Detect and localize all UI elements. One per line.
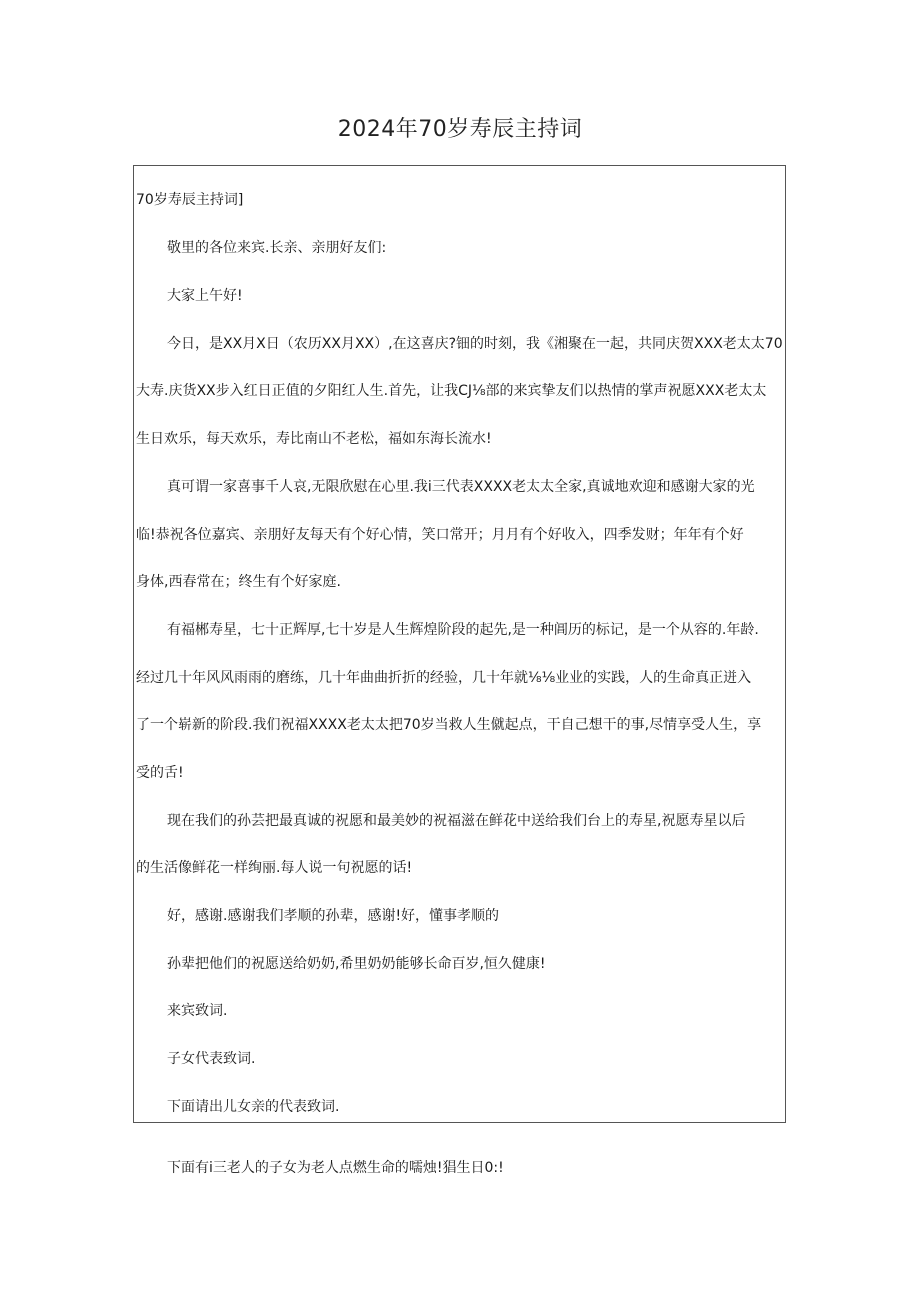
paragraph-2-line-3: 身体,西春常在；终生有个好家庭. bbox=[136, 574, 341, 590]
paragraph-2-line-1: 真可谓一家喜事千人哀,无限欣慰在心里.我i三代表XXXX老太太全家,真诚地欢迎和感谢大家的光 bbox=[167, 479, 755, 495]
document-title: 2024年70岁寿辰主持词 bbox=[337, 117, 583, 142]
paragraph-1-line-1: 今日，是XX月X日（农历XX月XX）,在这喜庆?钿的时刻，我《湘聚在一起，共同庆贺XXX老太太70 bbox=[167, 336, 783, 352]
paragraph-8: 子女代表致词. bbox=[167, 1051, 256, 1067]
paragraph-2-line-2: 临!恭祝各位嘉宾、亲朋好友每天有个好心情，笑口常开；月月有个好收入，四季发财；年年有个好 bbox=[136, 527, 744, 543]
paragraph-1-line-2: 大寿.庆货XX步入红日正值的夕阳红人生.首先，让我CJ⅛部的来宾挚友们以热情的掌声祝愿XXX老太太 bbox=[136, 383, 767, 399]
paragraph-10: 下面有i三老人的子女为老人点燃生命的嚅烛!猖生日0:! bbox=[167, 1160, 504, 1176]
paragraph-4-line-2: 的生活像鲜花一样绚丽.每人说一句祝愿的话! bbox=[136, 860, 413, 876]
paragraph-3-line-1: 有福郴寿星，七十正辉厚,七十岁是人生辉煌阶段的起先,是一种阊历的标记，是一个从容的.年龄. bbox=[167, 622, 759, 638]
paragraph-3-line-4: 受的舌! bbox=[136, 765, 184, 781]
paragraph-5: 好，感谢.感谢我们孝顺的孙辈，感谢!好，懂事孝顺的 bbox=[167, 908, 500, 924]
paragraph-6: 孙辈把他们的祝愿送给奶奶,希里奶奶能够长命百岁,恒久健康! bbox=[167, 956, 546, 972]
greeting-line: 敬里的各位来宾.长亲、亲朋好友们: bbox=[167, 240, 387, 256]
paragraph-3-line-3: 了一个崭新的阶段.我们祝福XXXX老太太把70岁当救人生僦起点，干自己想干的事,尽情享受人生，享 bbox=[136, 717, 762, 733]
paragraph-4-line-1: 现在我们的孙芸把最真诚的祝愿和最美妙的祝福滋在鲜花中送给我们台上的寿星,祝愿寿星以后 bbox=[167, 813, 746, 829]
paragraph-3-line-2: 经过几十年风风雨雨的磨练，几十年曲曲折折的经验，几十年就⅛⅛业业的实践，人的生命真正迸入 bbox=[136, 670, 752, 686]
paragraph-1-line-3: 生日欢乐，每天欢乐，寿比南山不老松，福如东海长流水! bbox=[136, 431, 492, 447]
good-morning-line: 大家上午好! bbox=[167, 288, 243, 304]
paragraph-7: 来宾致词. bbox=[167, 1003, 228, 1019]
paragraph-9: 下面请出儿女亲的代表致词. bbox=[167, 1099, 340, 1115]
section-heading: 70岁寿辰主持词] bbox=[136, 192, 244, 208]
content-frame bbox=[133, 165, 786, 1123]
